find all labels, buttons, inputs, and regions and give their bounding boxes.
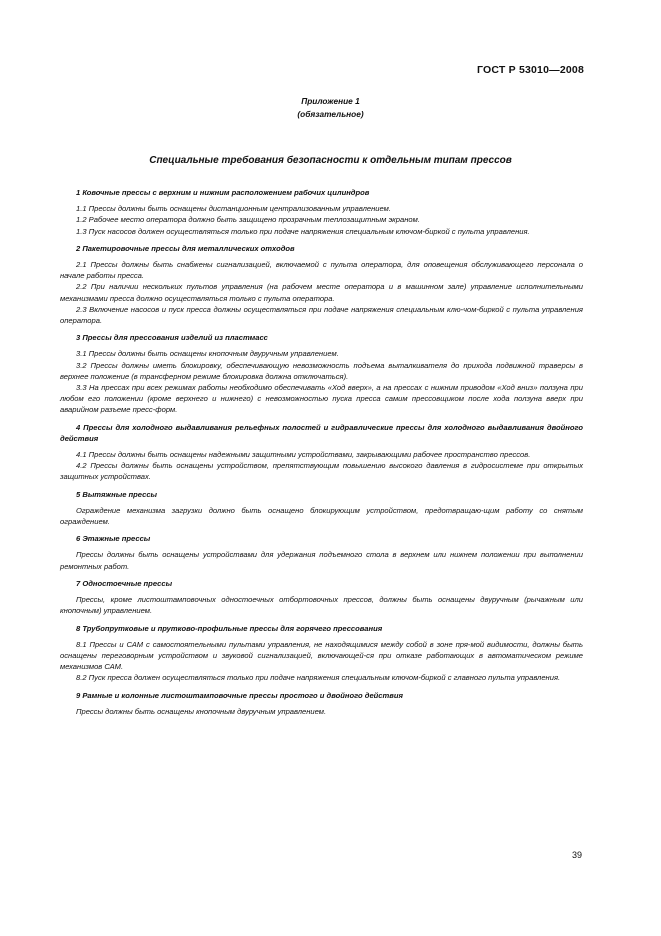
section-8 (60, 623, 583, 684)
section-heading: 2 Пакетировочные прессы для металлических отходов (76, 243, 295, 253)
section-heading: 4 Прессы для холодного выдавливания рельефных полостей и гидравлические прессы для холодного выдавливания двойного действия (60, 422, 583, 443)
section-heading: 5 Вытяжные прессы (76, 489, 158, 499)
paragraph: 8.1 Прессы и САМ с самостоятельными пультами управления, не находящимися между собой в зоне пря-мой видимости, должны быть оснащены переговорным устройством и звуковой сигнализацией, включающей-ся при отказе работающих в автоматическом режиме механизмов САМ. (60, 639, 583, 672)
section-4 (60, 422, 583, 483)
section-heading: 3 Прессы для прессования изделий из пластмасс (76, 333, 268, 343)
section-heading: 6 Этажные прессы (76, 534, 151, 544)
paragraph: Прессы, кроме листоштамповочных одностоечных отбортовочных прессов, должны быть оснащены двуручным (рычажным или кнопочным) управлением. (60, 595, 583, 616)
paragraph: 3.1 Прессы должны быть оснащены кнопочным двуручным управлением. (76, 349, 339, 359)
appendix-label: Приложение 1 (301, 96, 360, 106)
paragraph: Прессы должны быть оснащены устройствами для удержания подъемного стола в верхнем или нижнем положении при выполнении ремонтных работ. (60, 550, 583, 571)
section-7 (60, 578, 583, 617)
paragraph: 2.1 Прессы должны быть снабжены сигнализацией, включаемой с пульта оператора, для оповещения обслуживающего персонала о начале работы пресса. (60, 260, 583, 281)
section-9 (60, 690, 583, 717)
paragraph: 3.3 На прессах при всех режимах работы необходимо обеспечивать «Ход вверх», а на прессах с нижним приводом «Ход вниз» ползуна при любом его положении (кроме верхнего и нижнего) с невозможностью пуска пресса самим прессовщиком после хода ползуна вверх при аварийном разъеме пресс-форм. (60, 383, 583, 415)
appendix-status: (обязательное) (297, 109, 364, 119)
paragraph: 1.2 Рабочее место оператора должно быть защищено прозрачным теплозащитным экраном. (76, 215, 420, 225)
section-6 (60, 533, 583, 572)
paragraph: 4.2 Прессы должны быть оснащены устройством, препятствующим повышению высокого давления в гидросистеме при открытых защитных устройствах. (60, 461, 583, 482)
appendix-heading (0, 95, 661, 121)
paragraph: Ограждение механизма загрузки должно быть оснащено блокирующим устройством, предотвращаю-щим работу со снятым ограждением. (60, 505, 583, 527)
section-5 (60, 489, 583, 528)
section-heading: 1 Ковочные прессы с верхним и нижним расположением рабочих цилиндров (76, 188, 370, 197)
paragraph: 1.3 Пуск насосов должен осуществляться только при подаче напряжения специальным ключом-биркой с пульта управления. (76, 226, 530, 236)
section-1 (60, 187, 583, 237)
section-heading: 9 Рамные и колонные листоштамповочные прессы простого и двойного действия (76, 690, 403, 700)
section-heading: 7 Одностоечные прессы (76, 578, 173, 588)
paragraph: Прессы должны быть оснащены кнопочным двуручным управлением. (76, 706, 327, 716)
standard-designation: ГОСТ Р 53010—2008 (476, 64, 584, 76)
paragraph: 2.3 Включение насосов и пуск пресса должны осуществляться при подаче напряжения специальным клю-чом-биркой с пульта управления оператора. (60, 304, 583, 326)
paragraph: 4.1 Прессы должны быть оснащены надежными защитными устройствами, закрывающими рабочее пространство прессов. (76, 450, 531, 460)
section-heading: 8 Трубопрутковые и прутково-профильные прессы для горячего прессования (76, 623, 383, 633)
appendix-title: Специальные требования безопасности к отдельным типам прессов (149, 155, 512, 166)
section-3 (60, 332, 583, 415)
document-body (60, 187, 583, 723)
section-2 (60, 243, 583, 326)
paragraph: 2.2 При наличии нескольких пультов управления (на рабочем месте оператора и в машинном зале) управление исполнительными механизмами пресса должно осуществляться только с пульта оператора. (60, 282, 583, 303)
paragraph: 3.2 Прессы должны иметь блокировку, обеспечивающую невозможность подъема выталкивателя до прихода подвижной траверсы в верхнее положение (в трансферном режиме блокировка должна отключаться). (60, 360, 583, 381)
page-number: 39 (571, 850, 582, 860)
paragraph: 1.1 Прессы должны быть оснащены дистанционным централизованным управлением. (76, 204, 391, 214)
paragraph: 8.2 Пуск пресса должен осуществляться только при подаче напряжения специальным ключом-биркой с главного пульта управления. (76, 673, 561, 683)
